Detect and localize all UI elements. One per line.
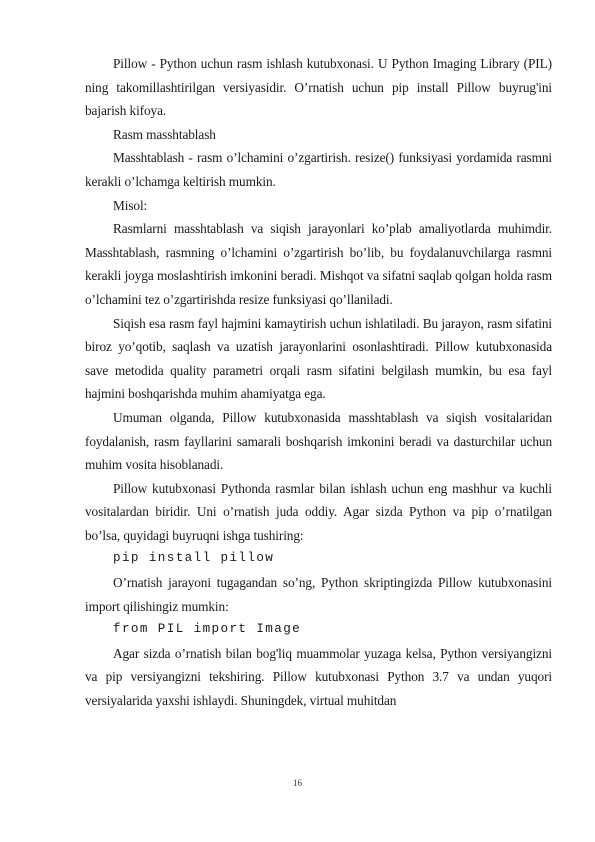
paragraph-pillow-intro: Pillow - Python uchun rasm ishlash kutubxonasi. U Python Imaging Library (PIL) ning takomillashtirilgan versiyasidir. O’rnatish uchun pip install Pillow buyrug'ini bajarish kifoya. [85,56,552,119]
paragraph-troubleshooting: Agar sizda o’rnatish bilan bog'liq muammolar yuzaga kelsa, Python versiyangizni va pip versiyangizni tekshiring. Pillow kutubxonasi Python 3.7 va undan yuqori versiyalarida yaxshi ishlaydi. Shuningdek, virtual muhitdan [85,645,552,709]
heading-rasm-masshtablash: Rasm masshtablash [113,126,216,142]
page-number: 16 [293,778,302,788]
document-page [85,52,552,713]
paragraph-summary: Umuman olganda, Pillow kutubxonasida masshtablash va siqish vositalaridan foydalanish, rasm fayllarini samarali boshqarish imkonini beradi va dasturchilar uchun muhim vosita hisoblanadi. [85,409,552,473]
paragraph-import-intro: O’rnatish jarayoni tugagandan so’ng, Python skriptingizda Pillow kutubxonasini import qilishingiz mumkin: [85,575,552,614]
code-install-command: pip install pillow [113,551,275,566]
paragraph-install-intro: Pillow kutubxonasi Pythonda rasmlar bilan ishlash uchun eng mashhur va kuchli vositalardan biridir. Uni o’rnatish juda oddiy. Agar sizda Python va pip o’rnatilgan bo’lsa, quyidagi buyruqni ishga tushiring: [85,480,552,543]
paragraph-siqish: Siqish esa rasm fayl hajmini kamaytirish uchun ishlatiladi. Bu jarayon, rasm sifatini biroz yo’qotib, saqlash va uzatish jarayonlarini osonlashtiradi. Pillow kutubxonasida save metodida quality parametri orqali rasm sifatini belgilash mumkin, bu esa fayl hajmini boshqarishda muhim ahamiyatga ega. [85,315,552,402]
code-import-statement: from PIL import Image [113,622,302,637]
label-misol: Misol: [113,197,148,213]
paragraph-masshtablash-definition: Masshtablash - rasm o’lchamini o’zgartirish. resize() funksiyasi yordamida rasmni kerakli o’lchamga keltirish mumkin. [85,150,552,189]
paragraph-masshtablash-importance: Rasmlarni masshtablash va siqish jarayonlari ko’plab amaliyotlarda muhimdir. Masshtablash, rasmning o’lchamini o’zgartirish bo’lib, bu foydalanuvchilarga rasmni kerakli joyga moslashtirish imkonini beradi. Mishqot va sifatni saqlab qolgan holda rasm o’lchamini tez o’zgartirishda resize funksiyasi qo’llaniladi. [85,221,552,307]
